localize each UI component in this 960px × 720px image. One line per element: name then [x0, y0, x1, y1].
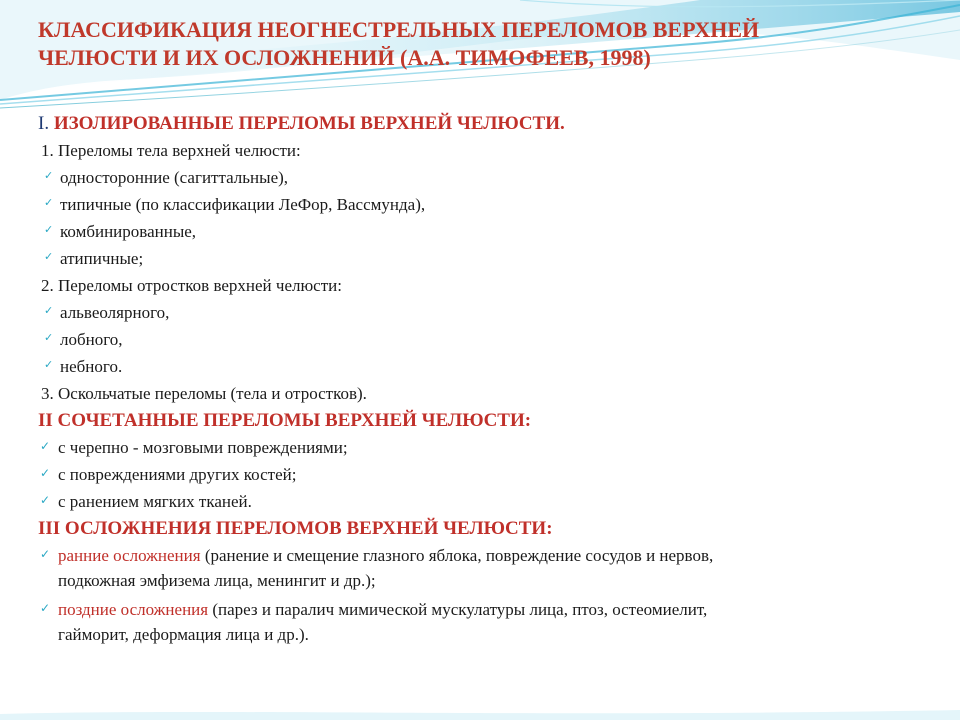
late-complications-label: поздние осложнения [58, 600, 209, 619]
list-item: ✓ поздние осложнения (парез и паралич мимической мускулатуры лица, птоз, остеомиелит, гайморит, деформация лица и др.). [38, 596, 938, 650]
list-item: ✓ ранние осложнения (ранение и смещение глазного яблока, повреждение сосудов и нервов, подкожная эмфизема лица, менингит и др.); [38, 542, 938, 596]
list-item: ✓ атипичные; [38, 245, 938, 272]
early-complications-label: ранние осложнения [58, 546, 201, 565]
checkmark-icon: ✓ [40, 601, 51, 615]
checkmark-icon: ✓ [44, 169, 54, 182]
list-item: ✓ небного. [38, 353, 938, 380]
slide-content [38, 110, 938, 650]
footer-wave-decoration [0, 706, 960, 720]
list-item: ✓ альвеолярного, [38, 299, 938, 326]
group-1-label: 1. Переломы тела верхней челюсти: [41, 141, 301, 160]
checkmark-icon: ✓ [44, 331, 54, 344]
checkmark-icon: ✓ [44, 223, 54, 236]
group-2-label: 2. Переломы отростков верхней челюсти: [41, 276, 342, 295]
checkmark-icon: ✓ [40, 547, 51, 561]
section-3-heading: III ОСЛОЖНЕНИЯ ПЕРЕЛОМОВ ВЕРХНЕЙ ЧЕЛЮСТИ: [38, 518, 553, 539]
list-item: ✓ с черепно - мозговыми повреждениями; [38, 434, 938, 461]
checkmark-icon: ✓ [40, 439, 51, 453]
title-line-1: КЛАССИФИКАЦИЯ НЕОГНЕСТРЕЛЬНЫХ ПЕРЕЛОМОВ ВЕРХНЕЙ [38, 17, 760, 42]
checkmark-icon: ✓ [44, 196, 54, 209]
list-item: ✓ лобного, [38, 326, 938, 353]
checkmark-icon: ✓ [40, 466, 51, 480]
section-1-title: ИЗОЛИРОВАННЫЕ ПЕРЕЛОМЫ ВЕРХНЕЙ ЧЕЛЮСТИ. [53, 113, 565, 134]
list-item: ✓ с повреждениями других костей; [38, 461, 938, 488]
section-1-heading [38, 110, 938, 137]
title-line-2: ЧЕЛЮСТИ И ИХ ОСЛОЖНЕНИЙ (А.А. ТИМОФЕЕВ, 1998) [38, 45, 651, 70]
checkmark-icon: ✓ [44, 358, 54, 371]
group-3-label: 3. Оскольчатые переломы (тела и отростков). [41, 384, 367, 403]
checkmark-icon: ✓ [40, 493, 51, 507]
list-item: ✓ с ранением мягких тканей. [38, 488, 938, 515]
list-item: ✓ типичные (по классификации ЛеФор, Вассмунда), [38, 191, 938, 218]
checkmark-icon: ✓ [44, 250, 54, 263]
section-1-dot: . [44, 113, 50, 134]
checkmark-icon: ✓ [44, 304, 54, 317]
page-title [38, 16, 938, 72]
list-item: ✓ комбинированные, [38, 218, 938, 245]
list-item: ✓ односторонние (сагиттальные), [38, 164, 938, 191]
section-2-heading: II СОЧЕТАННЫЕ ПЕРЕЛОМЫ ВЕРХНЕЙ ЧЕЛЮСТИ: [38, 410, 532, 431]
section-1-roman: I [38, 113, 45, 134]
